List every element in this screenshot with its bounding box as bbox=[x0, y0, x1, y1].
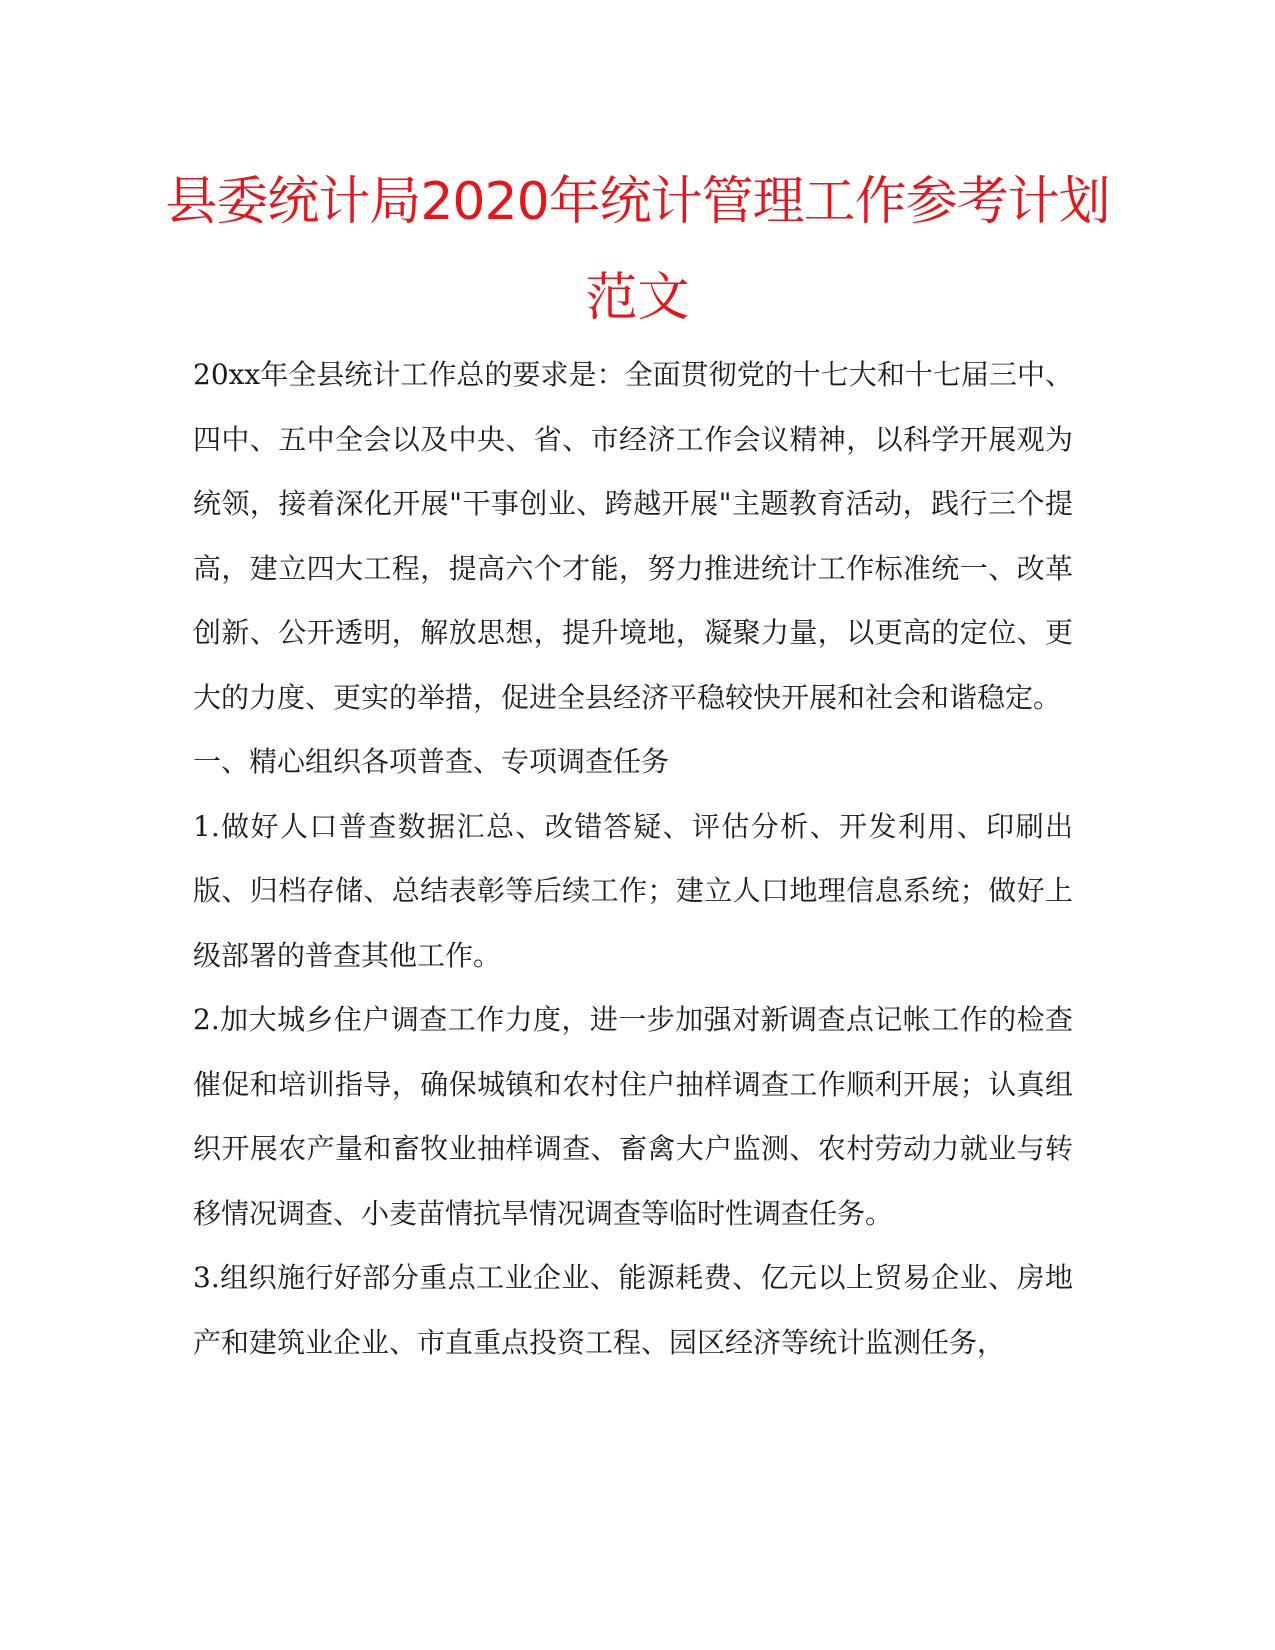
intro-paragraph: 20xx年全县统计工作总的要求是：全面贯彻党的十七大和十七届三中、四中、五中全会以及中央、省、市经济工作会议精神，以科学开展观为统领，接着深化开展"干事创业、跨越开展"主题教育活动，践行三个提高，建立四大工程，提高六个才能，努力推进统计工作标准统一、改革创新、公开透明，解放思想，提升境地，凝聚力量，以更高的定位、更大的力度、更实的举措，促进全县经济平稳较快开展和社会和谐稳定。 bbox=[193, 358, 1073, 714]
document-title-line-2: 范文 bbox=[585, 268, 690, 328]
section-heading-1: 一、精心组织各项普查、专项调查任务 bbox=[193, 745, 670, 778]
document-title-line-1: 县委统计局2020年统计管理工作参考计划 bbox=[165, 172, 1110, 232]
list-item-1: 1.做好人口普查数据汇总、改错答疑、评估分析、开发利用、印刷出版、归档存储、总结表彰等后续工作；建立人口地理信息系统；做好上级部署的普查其他工作。 bbox=[193, 809, 1073, 972]
document-body bbox=[193, 343, 1073, 1375]
list-item-3: 3.组织施行好部分重点工业企业、能源耗费、亿元以上贸易企业、房地产和建筑业企业、市直重点投资工程、园区经济等统计监测任务， bbox=[193, 1261, 1073, 1359]
list-item-2: 2.加大城乡住户调查工作力度，进一步加强对新调查点记帐工作的检查催促和培训指导，确保城镇和农村住户抽样调查工作顺利开展；认真组织开展农产量和畜牧业抽样调查、畜禽大户监测、农村劳动力就业与转移情况调查、小麦苗情抗旱情况调查等临时性调查任务。 bbox=[193, 1003, 1073, 1230]
